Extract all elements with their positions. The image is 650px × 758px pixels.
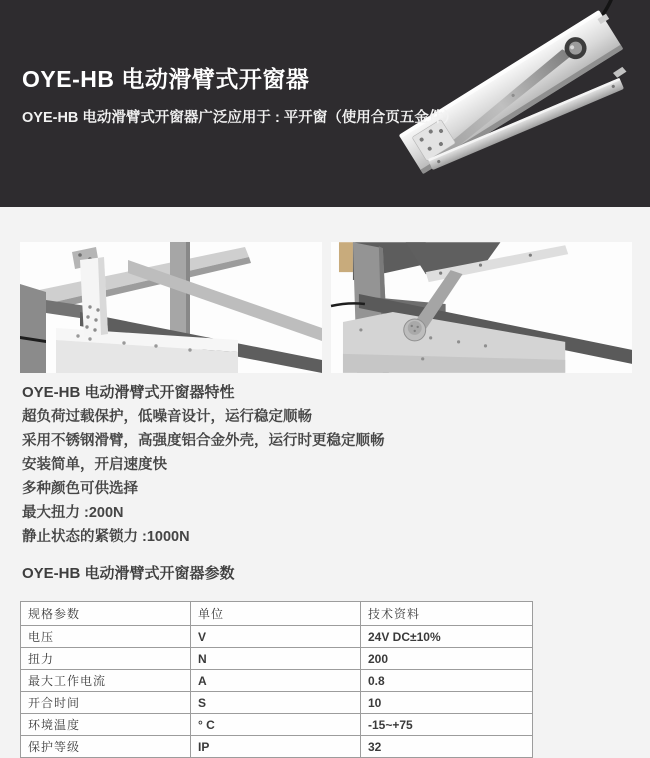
spec-name: 开合时间 bbox=[21, 692, 191, 714]
product-subtitle: OYE-HB 电动滑臂式开窗器广泛应用于 : 平开窗（使用合页五金件） bbox=[22, 110, 458, 126]
installed-open-photo bbox=[331, 242, 632, 373]
spec-unit: V bbox=[191, 626, 361, 648]
feature-item: 静止状态的紧锁力 :1000N bbox=[22, 529, 190, 545]
features-list bbox=[22, 405, 650, 549]
spec-value: -15~+75 bbox=[361, 714, 533, 736]
spec-value: 32 bbox=[361, 736, 533, 758]
content-section bbox=[0, 207, 650, 754]
table-header-row bbox=[21, 602, 533, 626]
spec-value: 0.8 bbox=[361, 670, 533, 692]
frame-corner bbox=[20, 284, 46, 373]
feature-item: 安装简单，开启速度快 bbox=[22, 457, 167, 473]
spec-unit: ° C bbox=[191, 714, 361, 736]
feature-item: 最大扭力 :200N bbox=[22, 505, 124, 521]
table-row bbox=[21, 736, 533, 758]
product-photo-window-opener bbox=[395, 0, 650, 207]
table-row bbox=[21, 692, 533, 714]
product-title: OYE-HB 电动滑臂式开窗器 bbox=[22, 66, 310, 92]
hero-section bbox=[0, 0, 650, 207]
specs-table bbox=[20, 601, 533, 758]
gallery bbox=[20, 242, 631, 373]
spec-name: 最大工作电流 bbox=[21, 670, 191, 692]
spec-unit: A bbox=[191, 670, 361, 692]
spec-value: 200 bbox=[361, 648, 533, 670]
feature-item: 超负荷过载保护，低噪音设计，运行稳定顺畅 bbox=[22, 409, 312, 425]
features-heading: OYE-HB 电动滑臂式开窗器特性 bbox=[22, 384, 235, 401]
spec-unit: S bbox=[191, 692, 361, 714]
table-row bbox=[21, 626, 533, 648]
spec-value: 24V DC±10% bbox=[361, 626, 533, 648]
feature-item: 采用不锈钢滑臂，高强度铝合金外壳，运行时更稳定顺畅 bbox=[22, 433, 385, 449]
table-row bbox=[21, 670, 533, 692]
feature-item: 多种颜色可供选择 bbox=[22, 481, 138, 497]
gallery-photo-closed bbox=[20, 242, 322, 373]
column-header-spec: 规格参数 bbox=[21, 602, 191, 626]
hinge-block bbox=[339, 242, 353, 272]
table-row bbox=[21, 714, 533, 736]
specs-heading: OYE-HB 电动滑臂式开窗器参数 bbox=[22, 565, 235, 582]
spec-name: 环境温度 bbox=[21, 714, 191, 736]
spec-value: 10 bbox=[361, 692, 533, 714]
gallery-photo-open bbox=[331, 242, 632, 373]
spec-name: 电压 bbox=[21, 626, 191, 648]
spec-unit: N bbox=[191, 648, 361, 670]
table-row bbox=[21, 648, 533, 670]
spec-name: 扭力 bbox=[21, 648, 191, 670]
installed-closed-photo bbox=[20, 242, 322, 373]
column-header-data: 技术资料 bbox=[361, 602, 533, 626]
column-header-unit: 单位 bbox=[191, 602, 361, 626]
spec-unit: IP bbox=[191, 736, 361, 758]
spec-name: 保护等级 bbox=[21, 736, 191, 758]
